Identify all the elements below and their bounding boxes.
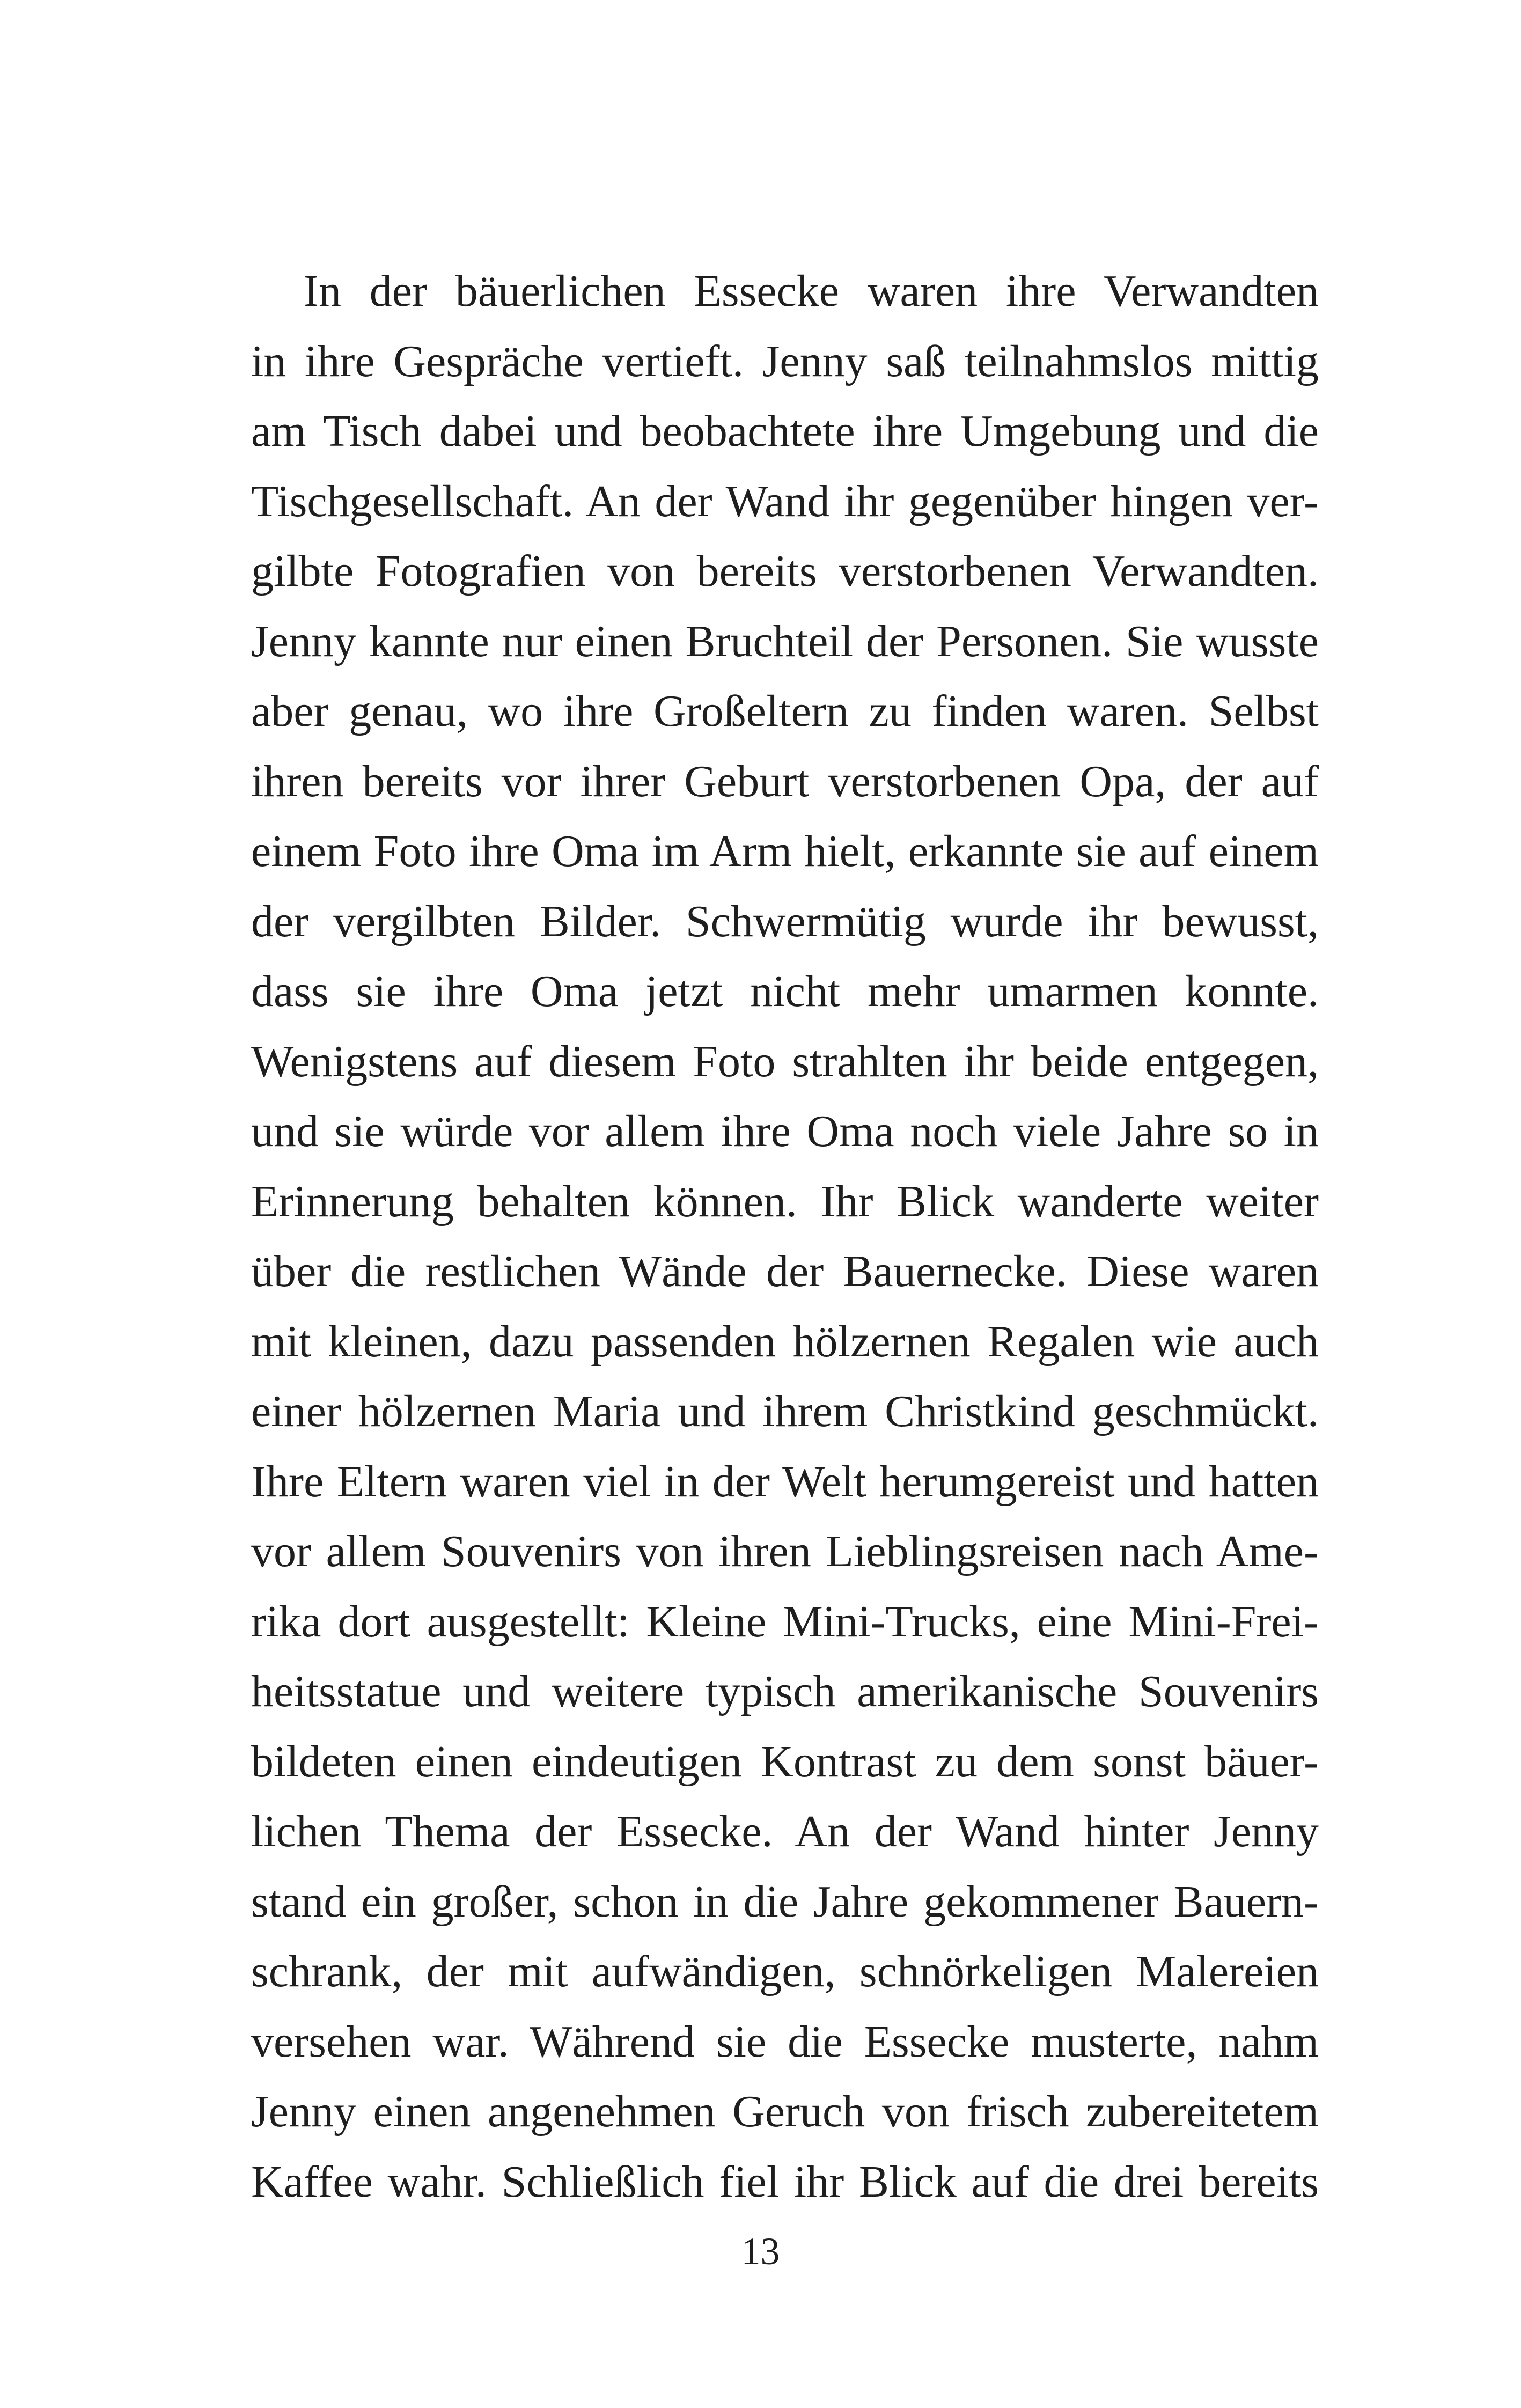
text-line: gilbte Fotografien von bereits verstorbenen Verwandten. <box>251 546 1319 596</box>
text-line: vor allem Souvenirs von ihren Lieblingsreisen nach Ame- <box>251 1526 1319 1576</box>
text-line: lichen Thema der Essecke. An der Wand hinter Jenny <box>251 1807 1319 1856</box>
text-line: versehen war. Während sie die Essecke musterte, nahm <box>251 2016 1319 2067</box>
text-line: über die restlichen Wände der Bauernecke. Diese waren <box>251 1246 1319 1296</box>
body-text <box>251 256 1319 2217</box>
text-line: Erinnerung behalten können. Ihr Blick wanderte weiter <box>251 1176 1319 1227</box>
text-line: Jenny kannte nur einen Bruchteil der Personen. Sie wusste <box>251 616 1319 666</box>
text-line: heitsstatue und weitere typisch amerikanische Souvenirs <box>251 1666 1319 1716</box>
text-line: bildeten einen eindeutigen Kontrast zu dem sonst bäuer- <box>251 1736 1319 1787</box>
text-line: aber genau, wo ihre Großeltern zu finden waren. Selbst <box>251 686 1319 736</box>
text-line: der vergilbten Bilder. Schwermütig wurde ihr bewusst, <box>251 896 1319 946</box>
text-line: Jenny einen angenehmen Geruch von frisch zubereitetem <box>251 2087 1319 2137</box>
text-line: und sie würde vor allem ihre Oma noch viele Jahre so in <box>251 1106 1319 1156</box>
text-line: In der bäuerlichen Essecke waren ihre Verwandten <box>304 266 1319 316</box>
text-line: Ihre Eltern waren viel in der Welt herumgereist und hatten <box>251 1456 1319 1507</box>
text-line: in ihre Gespräche vertieft. Jenny saß teilnahmslos mittig <box>251 336 1319 386</box>
text-line: dass sie ihre Oma jetzt nicht mehr umarmen konnte. <box>251 966 1319 1016</box>
text-line: Kaffee wahr. Schließlich fiel ihr Blick auf die drei bereits <box>251 2156 1319 2207</box>
text-line: schrank, der mit aufwändigen, schnörkeligen Malereien <box>251 1947 1319 1996</box>
text-line: ihren bereits vor ihrer Geburt verstorbenen Opa, der auf <box>251 756 1319 806</box>
page-number: 13 <box>741 2230 780 2273</box>
text-line: einer hölzernen Maria und ihrem Christkind geschmückt. <box>251 1386 1319 1436</box>
text-line: rika dort ausgestellt: Kleine Mini-Trucks, eine Mini-Frei- <box>251 1596 1319 1647</box>
text-line: stand ein großer, schon in die Jahre gekommener Bauern- <box>251 1876 1319 1927</box>
text-line: Wenigstens auf diesem Foto strahlten ihr beide entgegen, <box>251 1036 1319 1086</box>
text-line: Tischgesellschaft. An der Wand ihr gegenüber hingen ver- <box>251 476 1319 526</box>
text-line: mit kleinen, dazu passenden hölzernen Regalen wie auch <box>251 1316 1319 1367</box>
text-line: einem Foto ihre Oma im Arm hielt, erkannte sie auf einem <box>251 826 1319 876</box>
text-line: am Tisch dabei und beobachtete ihre Umgebung und die <box>251 406 1319 456</box>
